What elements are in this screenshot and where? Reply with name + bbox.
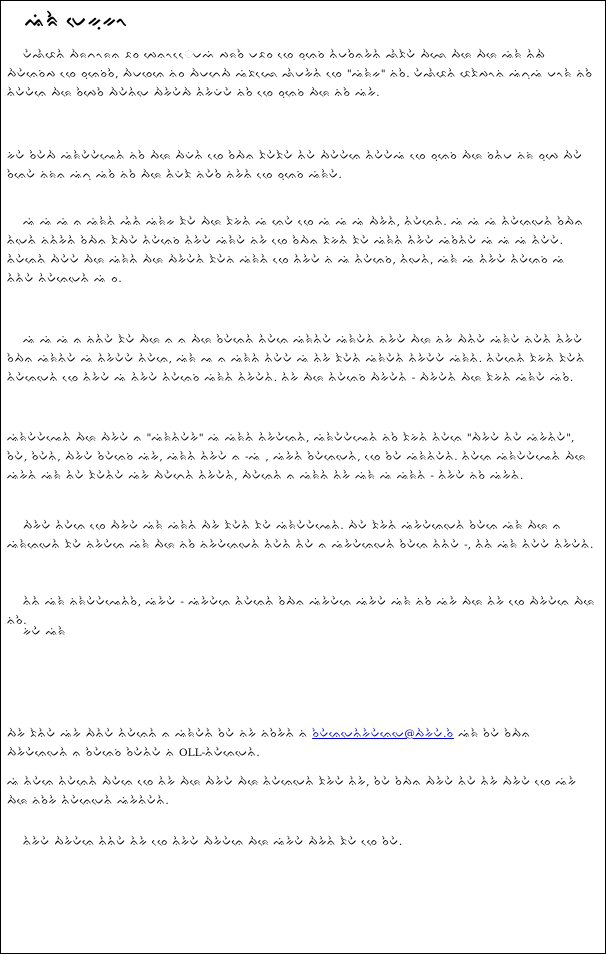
paragraph-2 — [7, 147, 595, 185]
paragraph-7-text: ᨊᨛᨊᨛ ᨕᨗᨑᨛ ᨊᨗᨑᨛᨆᨛᨆᨛᨕᨙᨊᨛᨔᨛ, ᨕᨗᨀᨛᨆᨛ - ᨕᨗᨀᨛᨆᨛᨊᨙ ᨊᨛᨆᨛᨊᨙᨊᨛ ᨔᨛᨄᨛᨊ ᨕᨗᨀᨛᨆᨛᨊᨙ ᨕᨗᨀᨛᨆᨛ ᨕᨗᨑᨛ ᨊᨗᨔᨛ ᨕᨗᨀᨛ ᨄᨛᨑᨙ ᨊᨛᨀᨛ ᨔᨙᨙ ᨄᨛᨀᨛᨆᨛᨊᨙ ᨄᨛᨑᨙ ᨊᨗᨔᨛ. — [7, 596, 595, 627]
paragraph-9 — [7, 725, 595, 763]
paragraph-9-text: ᨄᨛᨀᨛ ᨅᨛᨊᨛᨆᨛ ᨕᨗᨀᨛ ᨄᨛᨊᨛᨆᨛ ᨊᨛᨆᨛᨊᨙᨊᨛ ᨊ ᨕᨗᨑᨛᨆᨛᨊᨛ ᨔᨛᨆᨛ ᨊᨗᨀᨛ ᨊᨗᨔᨛᨀᨛᨊᨛ ᨊᨗ — [7, 728, 308, 740]
paragraph-8 — [7, 623, 595, 642]
paragraph-5 — [7, 429, 595, 486]
paragraph-5-text: ᨕᨗᨑᨛᨆᨛᨆᨛᨕᨙᨊᨛ ᨄᨛᨑᨙ ᨄᨛᨀᨛᨆᨛ ᨊ "ᨕᨗᨑᨛᨊᨛᨆᨛᨀᨛ" ᨕᨗ ᨕᨗᨑᨛᨊᨛ ᨊᨛᨀᨛᨆᨛᨊᨙᨊᨛ, ᨕᨗᨑᨛᨆᨛᨆᨛᨕᨙᨊᨛ ᨊᨗᨔᨛ ᨅᨛᨀᨗᨊᨛ ᨊᨛᨆᨛᨊᨙ "ᨄᨛᨀᨛᨆᨛ ᨊᨛᨆᨛ ᨕᨗᨀᨛᨊᨛᨆᨛ", ᨔᨛᨆᨛ, ᨔᨛᨆᨛᨊᨛ, ᨄᨛᨀᨛᨆᨛ ᨔᨛᨆᨛᨊᨙᨔᨗ ᨕᨗᨀᨛ, ᨕᨗᨑᨛᨊᨛ ᨊᨛᨀᨛᨆᨛ ᨊ -ᨕᨗ , ᨕᨗᨀᨛᨊᨛ ᨔᨛᨆᨛᨊᨙᨆᨙᨊᨛ, ᨔᨙᨙ ᨔᨛᨆᨛ ᨕᨗᨑᨛᨊᨛᨆᨛᨊᨛ. ᨊᨛᨆᨛᨊᨙ ᨕᨗᨑᨛᨆᨛᨆᨛᨕᨙᨊᨛ ᨄᨛᨑᨙ ᨕᨗᨀᨛᨊᨛ ᨕᨗᨑᨛ ᨊᨛᨆᨛ ᨅᨛᨆᨛᨊᨛᨆᨛ ᨕᨗᨀᨛ ᨄᨛᨆᨛᨈᨙᨊᨛ ᨊᨛᨀᨛᨆᨛᨊᨛ, ᨄᨛᨆᨛᨊᨙᨊᨛ ᨊ ᨕᨗᨑᨛᨊᨛ ᨊᨛᨀᨛ ᨕᨗᨑᨛ ᨕᨗ ᨕᨗᨑᨛᨊᨛ - ᨊᨛᨀᨛᨆᨛ ᨊᨗᨔᨛ ᨕᨗᨀᨛᨊᨛ. — [7, 432, 587, 482]
paragraph-3-text: ᨕᨗ ᨕᨗ ᨕᨗ ᨊ ᨕᨗᨑᨛᨊᨛ ᨕᨛᨊᨛ ᨕᨗᨑᨛᨀ ᨅᨛᨆᨛ ᨄᨛᨑᨙ ᨅᨛᨀᨗᨊᨛ ᨕᨗ ᨊᨙᨆᨛ ᨔᨙᨙ ᨕᨗ ᨕᨗ ᨕᨗ ᨄᨛᨀᨛᨊᨛ, ᨊᨛᨆᨛᨊᨙᨊᨛ. ᨕᨗ ᨕᨗ ᨕᨗ ᨊᨛᨆᨛᨊᨙᨆᨙᨊᨛ ᨔᨛᨄᨛᨊ ᨊᨛᨆᨙᨊᨛ ᨊᨗᨊᨛᨀᨛᨊᨛ ᨔᨛᨄᨛᨊ ᨅᨛᨄᨛᨆᨛ ᨊᨛᨆᨛᨊᨙᨔᨗ ᨊᨛᨀᨛᨆᨛ ᨕᨗᨑᨛᨆᨛ ᨊᨗᨀᨛ ᨔᨙᨙ ᨔᨛᨄᨛᨊ ᨅᨛᨀᨗᨊᨛ ᨅᨛᨆᨛ ᨕᨗᨑᨛᨊᨛ ᨊᨛᨀᨛᨆᨛ ᨕᨗᨔᨛᨊᨛᨆᨛ ᨕᨗ ᨕᨗ ᨕᨗ ᨊᨛᨆᨛᨆᨛ. ᨊᨛᨆᨛᨊᨙᨊᨛ ᨄᨛᨆᨛᨆᨛ ᨄᨛᨑᨙ ᨕᨗᨑᨛᨊᨛ ᨄᨛᨑᨙ ᨄᨛᨀᨛᨆᨛᨊᨛ ᨅᨛᨆᨛᨊᨗ ᨕᨗᨑᨛᨊᨛ ᨔᨙᨙ ᨊᨛᨀᨛᨆᨛ ᨊᨗ ᨕᨗ ᨊᨛᨆᨛᨊᨙᨔᨗ, ᨊᨛᨆᨙᨊᨛ, ᨕᨗᨑᨛ ᨕᨗ ᨊᨛᨀᨛᨆᨛ ᨊᨛᨆᨛᨊᨙᨔᨗ ᨕᨗ ᨊᨛᨊᨛᨆᨛ ᨊᨛᨆᨛᨊᨙᨆᨙᨊᨛ ᨕᨗ ᨔ. — [7, 216, 584, 285]
paragraph-6-text: ᨄᨛᨀᨛᨆᨛ ᨊᨛᨆᨛᨊᨙ ᨔᨙᨙ ᨄᨛᨀᨛᨆᨛ ᨕᨗᨑᨛ ᨕᨗᨑᨛᨊᨛ ᨄᨛᨀᨛ ᨅᨛᨆᨛᨊᨛ ᨅᨛᨆᨛ ᨕᨗᨑᨛᨆᨛᨆᨛᨕᨙᨊᨛ. ᨄᨛᨆᨛ ᨅᨛᨀᨛᨊᨛ ᨕᨗᨀᨛᨆᨛᨊᨙᨆᨙᨊᨛ ᨔᨛᨆᨛᨊᨙ ᨕᨗᨑᨛ ᨄᨛᨑᨙ ᨊ ᨕᨗᨑᨛᨊᨙᨆᨙᨊᨛ ᨅᨛᨆᨛ ᨊᨗᨀᨛᨆᨛᨊᨙ ᨕᨗᨑᨛ ᨄᨛᨑᨙ ᨊᨗᨔᨛ ᨊᨗᨀᨛᨆᨛᨊᨙᨆᨙᨊᨛ ᨊᨛᨆᨛᨊᨛ ᨊᨛᨆᨛ ᨊ ᨕᨗᨀᨛᨆᨛᨊᨙᨆᨙᨊᨛ ᨔᨛᨆᨛᨊᨙ ᨊᨛᨊᨛᨆᨛ -, ᨊᨛᨊᨛ ᨕᨗᨑᨛ ᨊᨛᨆᨛᨆᨛ ᨊᨛᨀᨛᨆᨛᨊᨛ. — [7, 520, 594, 551]
paragraph-6 — [7, 517, 595, 555]
paragraph-9-tail: ᨕᨗᨑᨛ ᨔᨛᨆᨛ ᨔᨛᨄᨛᨊ ᨄᨛᨀᨛᨆᨛᨊᨙᨆᨙᨊᨛ ᨊ ᨔᨛᨆᨛᨊᨙᨔᨗ ᨔᨛᨆᨛᨊᨛᨆᨛ ᨊᨗ OLL-ᨊᨛᨆᨛᨊᨙᨆᨙᨊᨛ. — [7, 728, 531, 759]
paragraph-1 — [7, 46, 595, 103]
paragraph-1-text: ᨆᨛᨒᨛᨅᨙᨊᨛ ᨄᨛᨑᨈᨚᨑᨊ ᨅᨔ ᨄᨙᨊᨚᨙᨙᨆᨓᨗ ᨄᨑᨔᨛ ᨆᨅᨔ ᨔᨙᨙ ᨔᨘᨊᨙᨔᨗ ᨊᨛᨆᨔᨛᨊᨀᨛᨊᨛ ᨒᨛᨅᨛᨆᨛ ᨄᨛᨒᨙ ᨄᨛᨑᨙ ᨄᨛᨑᨙ ᨕᨗᨑᨛ ᨊᨛᨁᨛ ᨄᨛᨆᨛᨊᨙᨔᨗᨄ ᨔᨙᨙ ᨔᨘᨊᨙᨔᨗᨔᨛ, ᨄᨛᨆᨔᨙᨊᨙ ᨊᨗᨔ ᨄᨛᨆᨈᨙᨄᨛ ᨕᨗᨅᨗᨒᨙᨙ ᨒᨛᨆᨀᨛᨊᨛ ᨔᨙᨙ "ᨕᨗᨑᨛᨀ" ᨊᨗᨔᨛ. ᨆᨛᨒᨛᨅᨙᨊᨛ ᨅᨙᨅᨛᨄᨚᨊᨗ ᨕᨗᨈᨘᨕᨗ ᨆᨚᨑᨛ ᨊᨗᨔᨛ ᨊᨛᨆᨛᨆᨛᨊᨙ ᨄᨛᨑᨙ ᨔᨛᨄᨙᨔᨛ ᨄᨛᨆᨛᨊᨛᨆᨙ ᨄᨛᨀᨛᨆᨛᨄᨛ ᨊᨛᨀᨛᨆᨗᨆᨛ ᨊᨗᨔᨛ ᨔᨙᨙ ᨔᨘᨊᨙᨔᨗ ᨄᨛᨑᨙ ᨊᨗᨔᨛ ᨕᨗᨀᨛ. — [7, 49, 593, 99]
paragraph-11 — [7, 833, 595, 852]
paragraph-2-text: ᨀᨗᨆᨛ ᨔᨛᨆᨛᨄᨛ ᨕᨗᨑᨛᨆᨛᨆᨛᨕᨙᨊᨛ ᨊᨗᨔᨛ ᨄᨛᨑᨙ ᨄᨛᨆᨗᨊᨛ ᨔᨙᨙ ᨔᨛᨄᨛᨊ ᨅᨛᨆᨛᨅᨛᨆᨛ ᨊᨛᨆᨛ ᨄᨛᨆᨛᨆᨛᨊᨙ ᨊᨛᨆᨛᨆᨛᨕᨗ ᨔᨙᨙ ᨔᨘᨊᨙᨔᨗ ᨄᨛᨑᨙ ᨔᨗᨊᨛᨆ ᨊᨗᨑᨗ ᨔᨘᨄᨙ ᨄᨛᨆᨛ ᨔᨛᨊᨙᨆᨛ ᨊᨗᨑᨗᨊ ᨕᨗᨈᨘ ᨕᨗᨔᨛ ᨊᨗᨔᨛ ᨄᨛᨑᨙ ᨊᨛᨆᨗᨅᨛ ᨊᨗᨆᨛᨔᨛ ᨊᨗᨀᨛᨊᨛ ᨔᨙᨙ ᨔᨘᨊᨙᨔᨗ ᨕᨗᨑᨛᨆᨛ. — [7, 150, 583, 181]
document-title: ᨕᨗᨑᨛ ᨆᨙᨀᨘᨀᨚ — [25, 11, 130, 31]
email-link[interactable]: ᨔᨛᨆᨛᨊᨙᨆᨙᨊᨛᨀᨛᨆᨛᨊᨙᨆᨙ@ᨄᨛᨀᨛᨆᨛ.ᨔᨛ — [312, 728, 454, 740]
paragraph-8-text: ᨀᨗᨆᨛ ᨕᨗᨑᨛ — [23, 626, 66, 638]
paragraph-10 — [7, 773, 595, 811]
paragraph-3 — [7, 213, 595, 289]
paragraph-11-text: ᨊᨛᨀᨛᨆᨛ ᨄᨛᨀᨛᨆᨛᨊᨙ ᨊᨛᨊᨛᨆᨛ ᨊᨛᨀᨛ ᨔᨙᨙ ᨊᨛᨀᨛᨆᨛ ᨄᨛᨀᨛᨆᨛᨊᨙ ᨄᨛᨑᨙ ᨕᨗᨀᨛᨆᨛ ᨄᨛᨀᨛᨊᨛ ᨅᨛᨆᨛ ᨔᨙᨙ ᨔᨛᨆᨛ. — [23, 836, 403, 848]
paragraph-4 — [7, 331, 595, 388]
paragraph-10-text: ᨕᨗ ᨊᨛᨆᨛᨊᨙ ᨊᨛᨆᨛᨊᨙᨊᨛ ᨄᨛᨆᨛᨊᨙ ᨔᨙᨙ ᨊᨛᨀᨛ ᨄᨛᨑᨙ ᨄᨛᨀᨛᨆᨛ ᨄᨛᨑᨙ ᨊᨛᨆᨛᨊᨙᨆᨙᨊᨛ ᨅᨛᨀᨛᨆᨛ ᨊᨛᨀᨛ, ᨔᨛᨆᨛ ᨔᨛᨄᨛᨊ ᨄᨛᨀᨛᨆᨛ ᨊᨛᨆᨛ ᨊᨛᨀᨛ ᨄᨛᨀᨛᨆᨛ ᨔᨙᨙ ᨕᨗᨀᨛ ᨄᨛᨑᨙ ᨊᨗᨔᨛᨀᨛ ᨊᨛᨆᨛᨊᨙᨆᨙᨊᨛ ᨕᨗᨀᨛᨊᨛᨆᨛᨊᨛ. — [7, 776, 577, 807]
paragraph-4-text: ᨕᨗ ᨕᨗ ᨕᨗ ᨊ ᨊᨗᨊᨛᨆᨛ ᨅᨛᨆᨛ ᨄᨛᨑᨙ ᨊ ᨊ ᨄᨛᨑᨙ ᨔᨛᨆᨛᨊᨙᨊᨛ ᨊᨛᨆᨛᨊᨙ ᨕᨗᨑᨛᨊᨛᨆᨛ ᨕᨗᨑᨛᨆᨛᨊᨛ ᨊᨗᨀᨛᨆᨛ ᨄᨛᨑᨙ ᨊᨗᨀᨛ ᨄᨛᨊᨛᨆᨛ ᨕᨗᨑᨛᨆᨛ ᨊᨗᨆᨛᨊᨛ ᨊᨛᨀᨛᨆᨛ ᨔᨛᨄᨛᨊ ᨕᨗᨑᨛᨊᨛᨆᨛ ᨕᨗ ᨊᨛᨀᨛᨆᨛᨆᨛ ᨊᨛᨆᨛᨊᨙ, ᨕᨗᨑᨛ ᨕ ᨊ ᨕᨗᨑᨛᨊᨛ ᨊᨛᨆᨛᨆᨛ ᨕᨗ ᨊᨛᨀᨛ ᨅᨛᨆᨛᨊᨛ ᨕᨗᨑᨛᨆᨛᨊᨛ ᨊᨛᨀᨛᨆᨛᨆᨛ ᨕᨗᨑᨛᨊᨛ. ᨊᨛᨆᨛᨊᨙᨊᨛ ᨅᨛᨀᨗᨊᨛ ᨅᨛᨆᨛᨊᨛ ᨊᨛᨆᨛᨊᨙᨆᨙᨊᨛ ᨔᨙᨙ ᨊᨛᨀᨛᨆᨛ ᨕᨗ ᨊᨛᨀᨛᨆᨛ ᨊᨛᨆᨛᨊᨙᨔᨗ ᨕᨗᨑᨛᨊᨛ ᨊᨛᨀᨛᨆᨛᨊᨛ. ᨊᨛᨀᨛ ᨄᨛᨑᨙ ᨊᨛᨆᨛᨊᨙᨔᨗ ᨄᨛᨀᨛᨆᨛᨊᨛ - ᨄᨛᨀᨛᨆᨛᨊᨛ ᨄᨛᨑᨙ ᨅᨛᨀᨗᨊᨛ ᨕᨗᨑᨛᨆᨛ ᨕᨗᨔᨛ. — [7, 334, 586, 384]
